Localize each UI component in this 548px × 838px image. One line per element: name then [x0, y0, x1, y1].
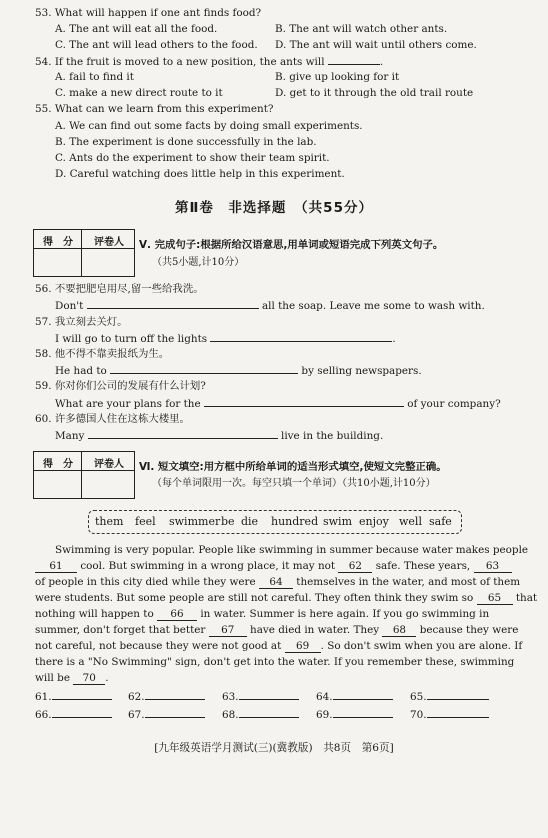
answer-blank[interactable]	[333, 708, 393, 718]
word-bank-word: feel	[135, 515, 156, 528]
passage-text: themselves in the water, and most of them	[296, 576, 521, 588]
blank-62[interactable]: 62	[338, 560, 372, 573]
q53-option-d[interactable]: D. The ant will wait until others come.	[275, 39, 477, 51]
blank-65[interactable]: 65	[477, 592, 513, 605]
answer-blank[interactable]	[427, 690, 489, 700]
answer-65[interactable]	[410, 690, 489, 703]
passage-line-7	[35, 640, 522, 653]
passage-text: because they were	[419, 624, 519, 636]
word-bank-word: enjoy	[359, 515, 389, 528]
word-bank-word: be	[221, 515, 235, 528]
q53-stem: 53. What will happen if one ant finds food?	[35, 7, 262, 19]
blank-63[interactable]: 63	[474, 560, 512, 573]
passage-text: summer, don't forget that better	[35, 624, 206, 636]
answer-61[interactable]	[35, 690, 112, 703]
q55-option-d[interactable]: D. Careful watching does little help in this experiment.	[55, 168, 345, 180]
passage-text: safe. These years,	[375, 560, 471, 572]
word-bank-word: swimmer	[169, 515, 221, 528]
passage-line-9	[35, 672, 109, 685]
passage-text: will be	[35, 672, 70, 684]
answer-number: 70.	[410, 709, 427, 721]
q59-sentence	[55, 397, 501, 410]
answer-69[interactable]	[316, 708, 393, 721]
score-box-sec5	[33, 229, 135, 277]
score-box-divider	[81, 230, 82, 276]
passage-text: in water. Summer is here again. If you go swimming in	[200, 608, 490, 620]
answer-number: 66.	[35, 709, 52, 721]
grader-label: 评卷人	[94, 237, 124, 248]
q56-blank[interactable]	[87, 299, 259, 309]
q58-pre: He had to	[55, 365, 107, 377]
q53-option-c[interactable]: C. The ant will lead others to the food.	[55, 39, 258, 51]
answer-number: 67.	[128, 709, 145, 721]
sec5-subheading: （共5小题,计10分）	[152, 257, 245, 268]
q60-post: live in the building.	[281, 430, 384, 442]
score-label: 得 分	[43, 459, 73, 470]
q55-option-c[interactable]: C. Ants do the experiment to show their team spirit.	[55, 152, 330, 164]
answer-63[interactable]	[222, 690, 299, 703]
answer-64[interactable]	[316, 690, 393, 703]
blank-66[interactable]: 66	[157, 608, 197, 621]
answer-blank[interactable]	[239, 708, 299, 718]
q59-post: of your company?	[407, 398, 501, 410]
passage-line-2	[35, 560, 512, 573]
passage-text: .	[105, 672, 109, 684]
q57-sentence	[55, 332, 396, 345]
passage-line-1: Swimming is very popular. People like swimming in summer because water makes people	[55, 544, 529, 556]
q58-blank[interactable]	[110, 364, 298, 374]
passage-line-8: there is a "No Swimming" sign, don't get into the water. If you remember these, swimming	[35, 656, 515, 668]
answer-number: 62.	[128, 691, 145, 703]
q56-sentence	[55, 299, 485, 312]
passage-line-6	[35, 624, 518, 637]
answer-number: 65.	[410, 691, 427, 703]
word-bank-word: well	[399, 515, 422, 528]
q60-pre: Many	[55, 430, 85, 442]
q57-blank[interactable]	[210, 332, 392, 342]
q58-sentence	[55, 364, 422, 377]
q59-blank[interactable]	[204, 397, 404, 407]
word-bank-box	[88, 510, 462, 534]
q57-post: .	[392, 333, 396, 345]
blank-69[interactable]: 69	[285, 640, 321, 653]
answer-blank[interactable]	[333, 690, 393, 700]
answer-blank[interactable]	[52, 708, 112, 718]
answer-number: 63.	[222, 691, 239, 703]
word-bank-word: safe	[429, 515, 452, 528]
q55-option-b[interactable]: B. The experiment is done successfully in the lab.	[55, 136, 317, 148]
q57-chinese: 57. 我立刻去关灯。	[35, 316, 128, 328]
q59-chinese: 59. 你对你们公司的发展有什么计划?	[35, 380, 206, 392]
answer-68[interactable]	[222, 708, 299, 721]
score-box-divider	[81, 452, 82, 498]
word-bank-word: swim	[323, 515, 353, 528]
answer-blank[interactable]	[52, 690, 112, 700]
word-bank-word: them	[95, 515, 124, 528]
q54-option-c[interactable]: C. make a new direct route to it	[55, 87, 223, 99]
answer-number: 68.	[222, 709, 239, 721]
passage-line-5	[35, 608, 489, 621]
answer-number: 69.	[316, 709, 333, 721]
blank-64[interactable]: 64	[259, 576, 293, 589]
answer-70[interactable]	[410, 708, 489, 721]
q54-option-d[interactable]: D. get to it through the old trail route	[275, 87, 474, 99]
answer-number: 64.	[316, 691, 333, 703]
answer-number: 61.	[35, 691, 52, 703]
passage-text: . So don't swim when you are alone. If	[320, 640, 523, 652]
q58-chinese: 58. 他不得不靠卖报纸为生。	[35, 348, 170, 360]
passage-text: nothing will happen to	[35, 608, 154, 620]
word-bank-word: hundred	[271, 515, 319, 528]
q53-option-a[interactable]: A. The ant will eat all the food.	[55, 23, 218, 35]
q56-pre: Don't	[55, 300, 84, 312]
page-footer: [九年级英语学月测试(三)(冀教版) 共8页 第6页]	[154, 742, 394, 754]
score-label: 得 分	[43, 237, 73, 248]
q55-stem: 55. What can we learn from this experiment?	[35, 103, 274, 115]
q57-pre: I will go to turn off the lights	[55, 333, 208, 345]
passage-text: were students. But some people are still not careful. They often think they swim so	[35, 592, 474, 604]
word-bank-word: die	[241, 515, 259, 528]
q55-option-a[interactable]: A. We can find out some facts by doing small experiments.	[55, 120, 363, 132]
answer-blank[interactable]	[145, 708, 205, 718]
passage-text: of people in this city died while they were	[35, 576, 256, 588]
q56-post: all the soap. Leave me some to wash with.	[261, 300, 485, 312]
q54-option-b[interactable]: B. give up looking for it	[275, 71, 400, 83]
q60-sentence	[55, 429, 383, 442]
answer-62[interactable]	[128, 690, 205, 703]
passage-line-3	[35, 576, 520, 589]
grader-label: 评卷人	[94, 459, 124, 470]
passage-text: not careful, not because they were not good at	[35, 640, 282, 652]
passage-text: cool. But swimming in a wrong place, it may not	[80, 560, 336, 572]
part2-title: 第Ⅱ卷 非选择题 （共55分）	[175, 200, 373, 216]
q59-pre: What are your plans for the	[55, 398, 201, 410]
answer-blank[interactable]	[427, 708, 489, 718]
sec6-heading: Ⅵ. 短文填空:用方框中所给单词的适当形式填空,使短文完整正确。	[139, 461, 447, 473]
blank-67[interactable]: 67	[209, 624, 247, 637]
blank-70[interactable]: 70	[73, 672, 105, 685]
blank-61[interactable]: 61	[35, 560, 77, 573]
q54-stem-text: 54. If the fruit is moved to a new position, the ants will	[35, 56, 325, 68]
q56-chinese: 56. 不要把肥皂用尽,留一些给我洗。	[35, 283, 204, 295]
q60-blank[interactable]	[88, 429, 278, 439]
sec5-heading: Ⅴ. 完成句子:根据所给汉语意思,用单词或短语完成下列英文句子。	[139, 239, 444, 251]
q60-chinese: 60. 许多德国人住在这栋大楼里。	[35, 413, 190, 425]
q54-stem: 54. If the fruit is moved to a new position, the ants will .	[35, 56, 384, 68]
blank-68[interactable]: 68	[382, 624, 416, 637]
answer-blank[interactable]	[145, 690, 205, 700]
sec6-subheading: （每个单词限用一次。每空只填一个单词）（共10小题,计10分）	[152, 478, 436, 489]
q54-blank[interactable]	[328, 55, 380, 65]
passage-line-4	[35, 592, 537, 605]
answer-67[interactable]	[128, 708, 205, 721]
answer-blank[interactable]	[239, 690, 299, 700]
passage-text: that	[515, 592, 538, 604]
passage-text: have died in water. They	[250, 624, 380, 636]
answer-66[interactable]	[35, 708, 112, 721]
q54-option-a[interactable]: A. fail to find it	[55, 71, 134, 83]
q58-post: by selling newspapers.	[301, 365, 422, 377]
score-box-sec6	[33, 451, 135, 499]
q53-option-b[interactable]: B. The ant will watch other ants.	[275, 23, 448, 35]
